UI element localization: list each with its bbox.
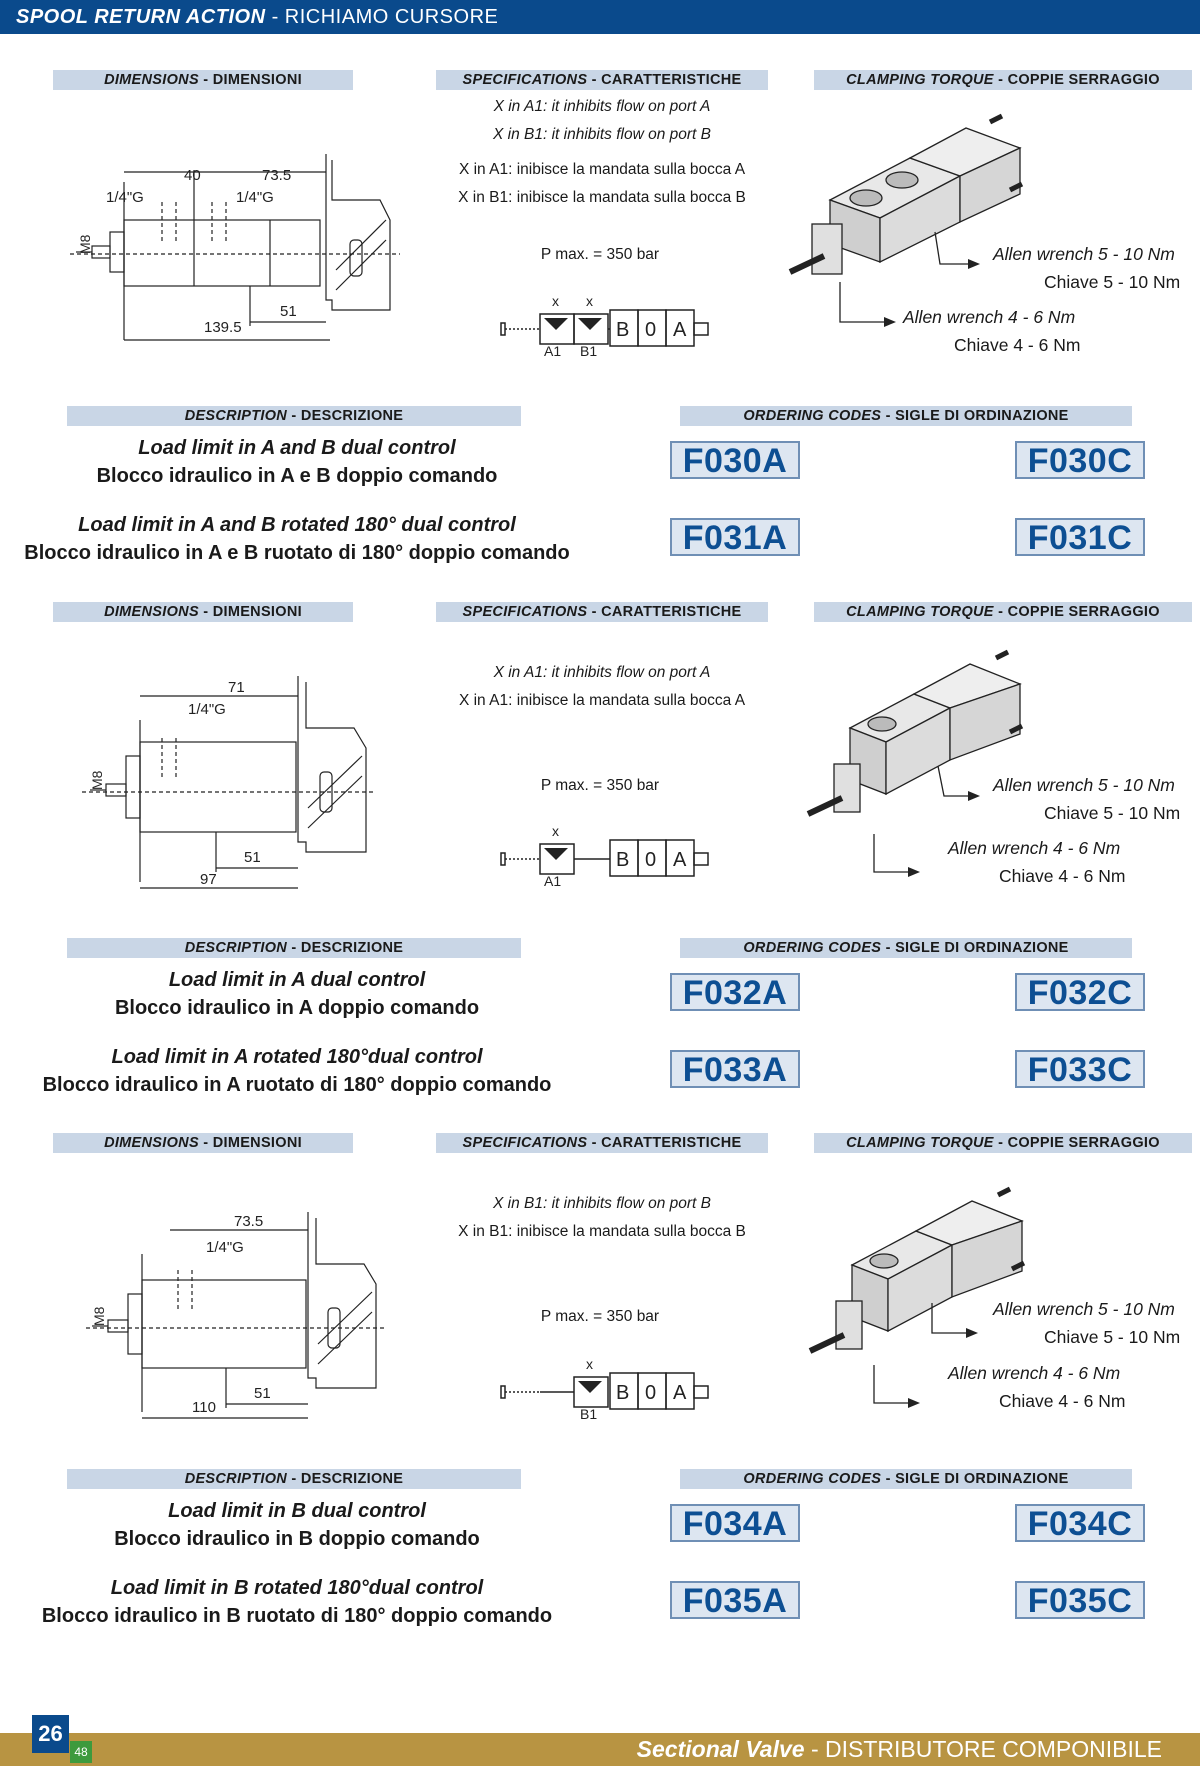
description-2-it: Blocco idraulico in A e B ruotato di 180° doppio comando <box>24 542 570 564</box>
torque-wrench-small-en: Allen wrench 4 - 6 Nm <box>948 838 1121 858</box>
spec-line-en-2: X in B1: it inhibits flow on port B <box>493 126 711 143</box>
ordering-codes-header: ORDERING CODES - SIGLE DI ORDINAZIONE <box>680 1469 1132 1489</box>
footer-bar <box>0 1733 1200 1766</box>
dim-label-total: 110 <box>192 1399 216 1416</box>
description-header: DESCRIPTION - DESCRIZIONE <box>67 938 521 958</box>
ordering-code: F033C <box>1015 1050 1145 1088</box>
description-2-it: Blocco idraulico in A ruotato di 180° doppio comando <box>42 1074 552 1096</box>
valve-3d-illustration <box>790 112 1020 302</box>
clamping-torque-header: CLAMPING TORQUE - COPPIE SERRAGGIO <box>814 1133 1192 1153</box>
dim-label-total: 139.5 <box>204 319 242 336</box>
ordering-codes-header: ORDERING CODES - SIGLE DI ORDINAZIONE <box>680 938 1132 958</box>
description-header: DESCRIPTION - DESCRIZIONE <box>67 1469 521 1489</box>
symbol-label-0: 0 <box>645 319 657 341</box>
ordering-code: F032C <box>1015 973 1145 1011</box>
ordering-code: F034C <box>1015 1504 1145 1542</box>
torque-wrench-small-en: Allen wrench 4 - 6 Nm <box>903 307 1076 327</box>
description-1-en: Load limit in B dual control <box>168 1500 426 1522</box>
ordering-code: F035A <box>670 1581 800 1619</box>
description-2-en: Load limit in B rotated 180°dual control <box>110 1577 484 1599</box>
product-block-1 <box>0 0 1200 564</box>
symbol-label-b: B <box>616 849 630 871</box>
symbol-label-b: B <box>616 319 630 341</box>
hydraulic-symbol <box>500 823 710 889</box>
clamping-torque-header: CLAMPING TORQUE - COPPIE SERRAGGIO <box>814 70 1192 90</box>
specifications-header: SPECIFICATIONS - CARATTERISTICHE <box>436 70 768 90</box>
torque-wrench-large-en: Allen wrench 5 - 10 Nm <box>993 244 1175 264</box>
symbol-port-a1: A1 <box>544 873 562 889</box>
description-1-it: Blocco idraulico in B doppio comando <box>114 1528 480 1550</box>
symbol-x-2: x <box>586 293 593 309</box>
description-1-it: Blocco idraulico in A e B doppio comando <box>96 465 498 487</box>
symbol-label-a: A <box>673 1382 687 1404</box>
dimension-drawing <box>82 1208 402 1418</box>
torque-wrench-small-it: Chiave 4 - 6 Nm <box>999 1391 1126 1411</box>
torque-wrench-large-it: Chiave 5 - 10 Nm <box>1044 1327 1181 1347</box>
symbol-port-b1: B1 <box>580 1406 598 1422</box>
dimension-drawing <box>76 672 396 888</box>
product-block-2 <box>0 532 1200 1096</box>
symbol-label-0: 0 <box>645 1382 657 1404</box>
dim-label-51: 51 <box>254 1385 271 1402</box>
symbol-label-0: 0 <box>645 849 657 871</box>
dim-label-port1: 1/4"G <box>188 701 226 718</box>
spec-line-en-1: X in A1: it inhibits flow on port A <box>493 664 711 681</box>
clamping-torque-header: CLAMPING TORQUE - COPPIE SERRAGGIO <box>814 602 1192 622</box>
spec-line-en-1: X in A1: it inhibits flow on port A <box>493 98 711 115</box>
spec-pmax: P max. = 350 bar <box>540 246 660 263</box>
spec-line-it-2: X in B1: inibisce la mandata sulla bocca B <box>458 189 746 206</box>
symbol-label-a: A <box>673 319 687 341</box>
ordering-code: F035C <box>1015 1581 1145 1619</box>
symbol-port-a1: A1 <box>544 343 562 359</box>
dim-label-port2: 1/4"G <box>236 189 274 206</box>
description-2-it: Blocco idraulico in B ruotato di 180° doppio comando <box>41 1605 553 1627</box>
dim-label-port1: 1/4"G <box>106 189 144 206</box>
spec-pmax: P max. = 350 bar <box>540 777 660 794</box>
torque-wrench-small-en: Allen wrench 4 - 6 Nm <box>948 1363 1121 1383</box>
dimensions-header: DIMENSIONS - DIMENSIONI <box>53 70 353 90</box>
page-number-small: 48 <box>70 1741 92 1763</box>
description-1-en: Load limit in A dual control <box>168 969 426 991</box>
symbol-port-b1: B1 <box>580 343 598 359</box>
dim-label-m8: M8 <box>91 1306 107 1326</box>
torque-wrench-large-it: Chiave 5 - 10 Nm <box>1044 803 1181 823</box>
symbol-x-1: x <box>552 823 559 839</box>
torque-wrench-large-it: Chiave 5 - 10 Nm <box>1044 272 1181 292</box>
description-1-en: Load limit in A and B dual control <box>138 437 456 459</box>
symbol-x-1: x <box>552 293 559 309</box>
footer-title: Sectional Valve - DISTRIBUTORE COMPONIBILE <box>636 1736 1162 1762</box>
page-title: SPOOL RETURN ACTION - RICHIAMO CURSORE <box>16 6 499 28</box>
specifications-header: SPECIFICATIONS - CARATTERISTICHE <box>436 1133 768 1153</box>
ordering-code: F030C <box>1015 441 1145 479</box>
description-header: DESCRIPTION - DESCRIZIONE <box>67 406 521 426</box>
hydraulic-symbol <box>500 1356 710 1422</box>
dim-label-40: 40 <box>184 167 201 184</box>
ordering-code: F031C <box>1015 518 1145 556</box>
ordering-code: F033A <box>670 1050 800 1088</box>
description-2-en: Load limit in A rotated 180°dual control <box>111 1046 483 1068</box>
specifications-header: SPECIFICATIONS - CARATTERISTICHE <box>436 602 768 622</box>
torque-wrench-large-en: Allen wrench 5 - 10 Nm <box>993 1299 1175 1319</box>
torque-wrench-small-it: Chiave 4 - 6 Nm <box>954 335 1081 355</box>
product-block-3 <box>0 1063 1200 1627</box>
spec-pmax: P max. = 350 bar <box>540 1308 660 1325</box>
torque-wrench-small-it: Chiave 4 - 6 Nm <box>999 866 1126 886</box>
symbol-label-a: A <box>673 849 687 871</box>
valve-3d-illustration <box>822 1181 1022 1371</box>
page-number: 26 <box>32 1715 69 1753</box>
ordering-code: F034A <box>670 1504 800 1542</box>
spec-line-en-1: X in B1: it inhibits flow on port B <box>493 1195 711 1212</box>
description-2-en: Load limit in A and B rotated 180° dual control <box>78 514 516 536</box>
dim-label-m8: M8 <box>77 234 93 254</box>
dim-label-51: 51 <box>280 303 297 320</box>
description-1-it: Blocco idraulico in A doppio comando <box>114 997 480 1019</box>
dim-label-73-5: 73.5 <box>262 167 292 184</box>
spec-line-it-1: X in B1: inibisce la mandata sulla bocca B <box>458 1223 746 1240</box>
ordering-codes-header: ORDERING CODES - SIGLE DI ORDINAZIONE <box>680 406 1132 426</box>
dim-label-total: 97 <box>200 871 217 888</box>
dim-label-51: 51 <box>244 849 261 866</box>
symbol-label-b: B <box>616 1382 630 1404</box>
dimension-drawing <box>70 150 410 350</box>
dimensions-header: DIMENSIONS - DIMENSIONI <box>53 1133 353 1153</box>
dim-label-m8: M8 <box>89 770 105 790</box>
ordering-code: F032A <box>670 973 800 1011</box>
dim-label-71: 71 <box>228 679 245 696</box>
symbol-x-1: x <box>586 1356 593 1372</box>
dimensions-header: DIMENSIONS - DIMENSIONI <box>53 602 353 622</box>
hydraulic-symbol <box>500 293 710 359</box>
dim-label-73-5: 73.5 <box>234 1213 264 1230</box>
torque-wrench-large-en: Allen wrench 5 - 10 Nm <box>993 775 1175 795</box>
ordering-code: F031A <box>670 518 800 556</box>
spec-line-it-1: X in A1: inibisce la mandata sulla bocca A <box>458 161 746 178</box>
spec-line-it-1: X in A1: inibisce la mandata sulla bocca A <box>458 692 746 709</box>
dim-label-port1: 1/4"G <box>206 1239 244 1256</box>
ordering-code: F030A <box>670 441 800 479</box>
valve-3d-illustration <box>820 644 1020 834</box>
